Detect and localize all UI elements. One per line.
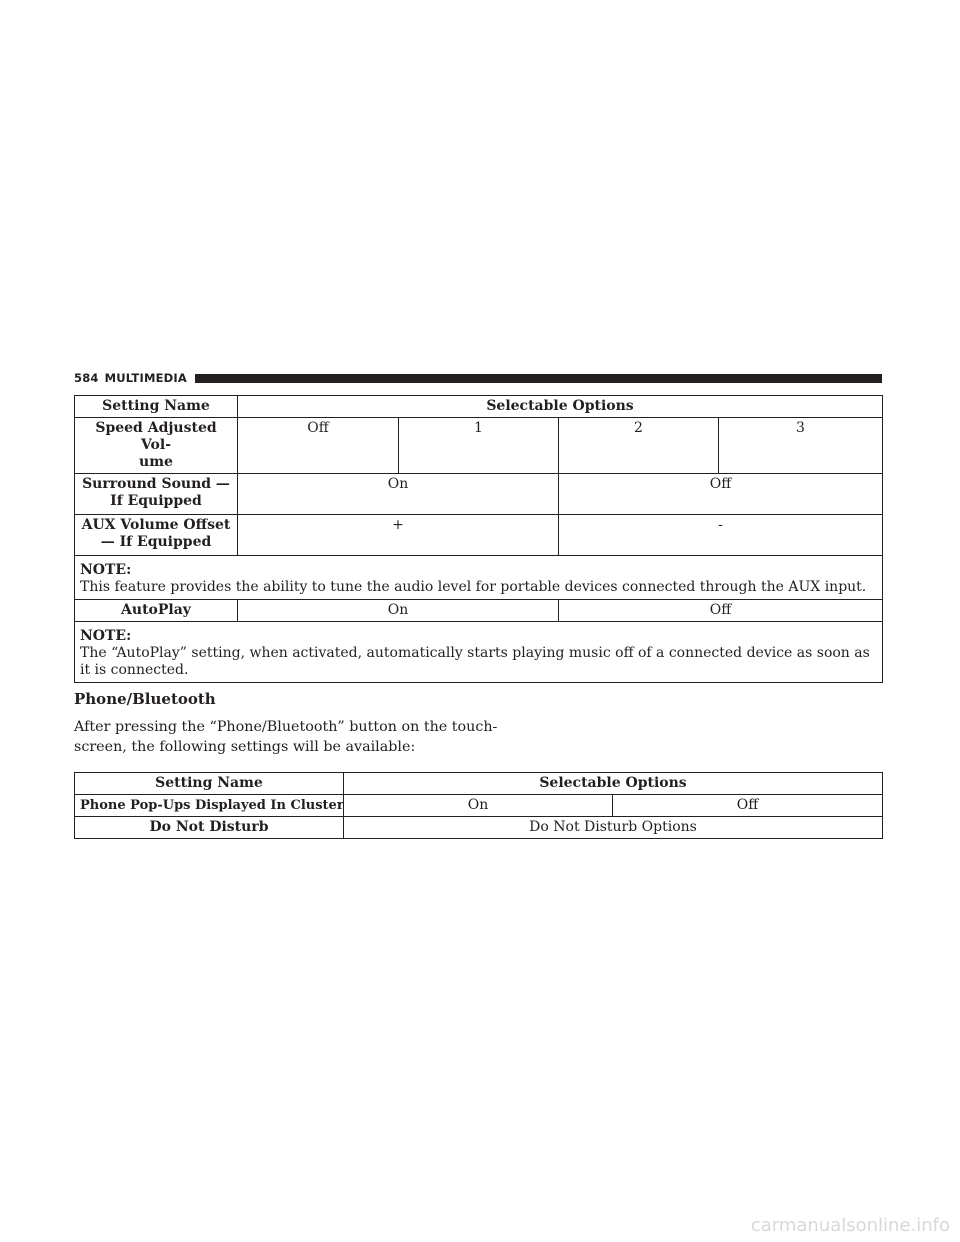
setting-speed-adjusted-volume: Speed Adjusted Vol- ume: [75, 418, 238, 474]
option-off: Off: [559, 600, 883, 622]
option-off: Off: [238, 418, 399, 474]
table-header-row: [75, 396, 883, 418]
setting-surround-sound: Surround Sound — If Equipped: [75, 474, 238, 515]
header-setting-name: Setting Name: [75, 396, 238, 418]
table-row: [75, 515, 883, 556]
phone-bluetooth-paragraph: After pressing the “Phone/Bluetooth” button on the touch- screen, the following settings will be available:: [74, 719, 498, 755]
phone-bluetooth-heading: Phone/Bluetooth: [74, 690, 216, 708]
header-selectable-options: Selectable Options: [238, 396, 883, 418]
option-off: Off: [613, 795, 883, 817]
option-off: Off: [559, 474, 883, 515]
note-text: The “AutoPlay” setting, when activated, automatically starts playing music off of a connected device as soon as it is connected.: [80, 645, 870, 678]
table-row: [75, 817, 883, 839]
option-2: 2: [559, 418, 719, 474]
note-autoplay: [75, 622, 883, 683]
page-header: [74, 370, 882, 386]
table-row: [75, 418, 883, 474]
note-aux: [75, 556, 883, 600]
header-setting-name: Setting Name: [75, 773, 344, 795]
setting-do-not-disturb: Do Not Disturb: [75, 817, 344, 839]
table-row: [75, 795, 883, 817]
note-title: NOTE:: [80, 628, 132, 644]
setting-autoplay: AutoPlay: [75, 600, 238, 622]
header-selectable-options: Selectable Options: [344, 773, 883, 795]
note-row: [75, 622, 883, 683]
phone-settings-table: [74, 772, 883, 839]
audio-settings-table: [74, 395, 883, 683]
option-on: On: [344, 795, 613, 817]
page-number: 584: [74, 371, 99, 385]
table-row: [75, 600, 883, 622]
table-row: [75, 474, 883, 515]
section-title: MULTIMEDIA: [104, 371, 187, 385]
option-3: 3: [719, 418, 883, 474]
option-on: On: [238, 600, 559, 622]
option-plus: +: [238, 515, 559, 556]
note-row: [75, 556, 883, 600]
note-text: This feature provides the ability to tune the audio level for portable devices connected through the AUX input.: [80, 579, 867, 595]
option-do-not-disturb-options: Do Not Disturb Options: [344, 817, 883, 839]
setting-phone-popups: Phone Pop-Ups Displayed In Cluster: [75, 795, 344, 817]
option-minus: -: [559, 515, 883, 556]
setting-aux-volume-offset: AUX Volume Offset — If Equipped: [75, 515, 238, 556]
header-rule: [195, 374, 882, 383]
option-1: 1: [399, 418, 559, 474]
option-on: On: [238, 474, 559, 515]
watermark: carmanualsonline.info: [750, 1215, 950, 1236]
note-title: NOTE:: [80, 562, 132, 578]
table-header-row: [75, 773, 883, 795]
